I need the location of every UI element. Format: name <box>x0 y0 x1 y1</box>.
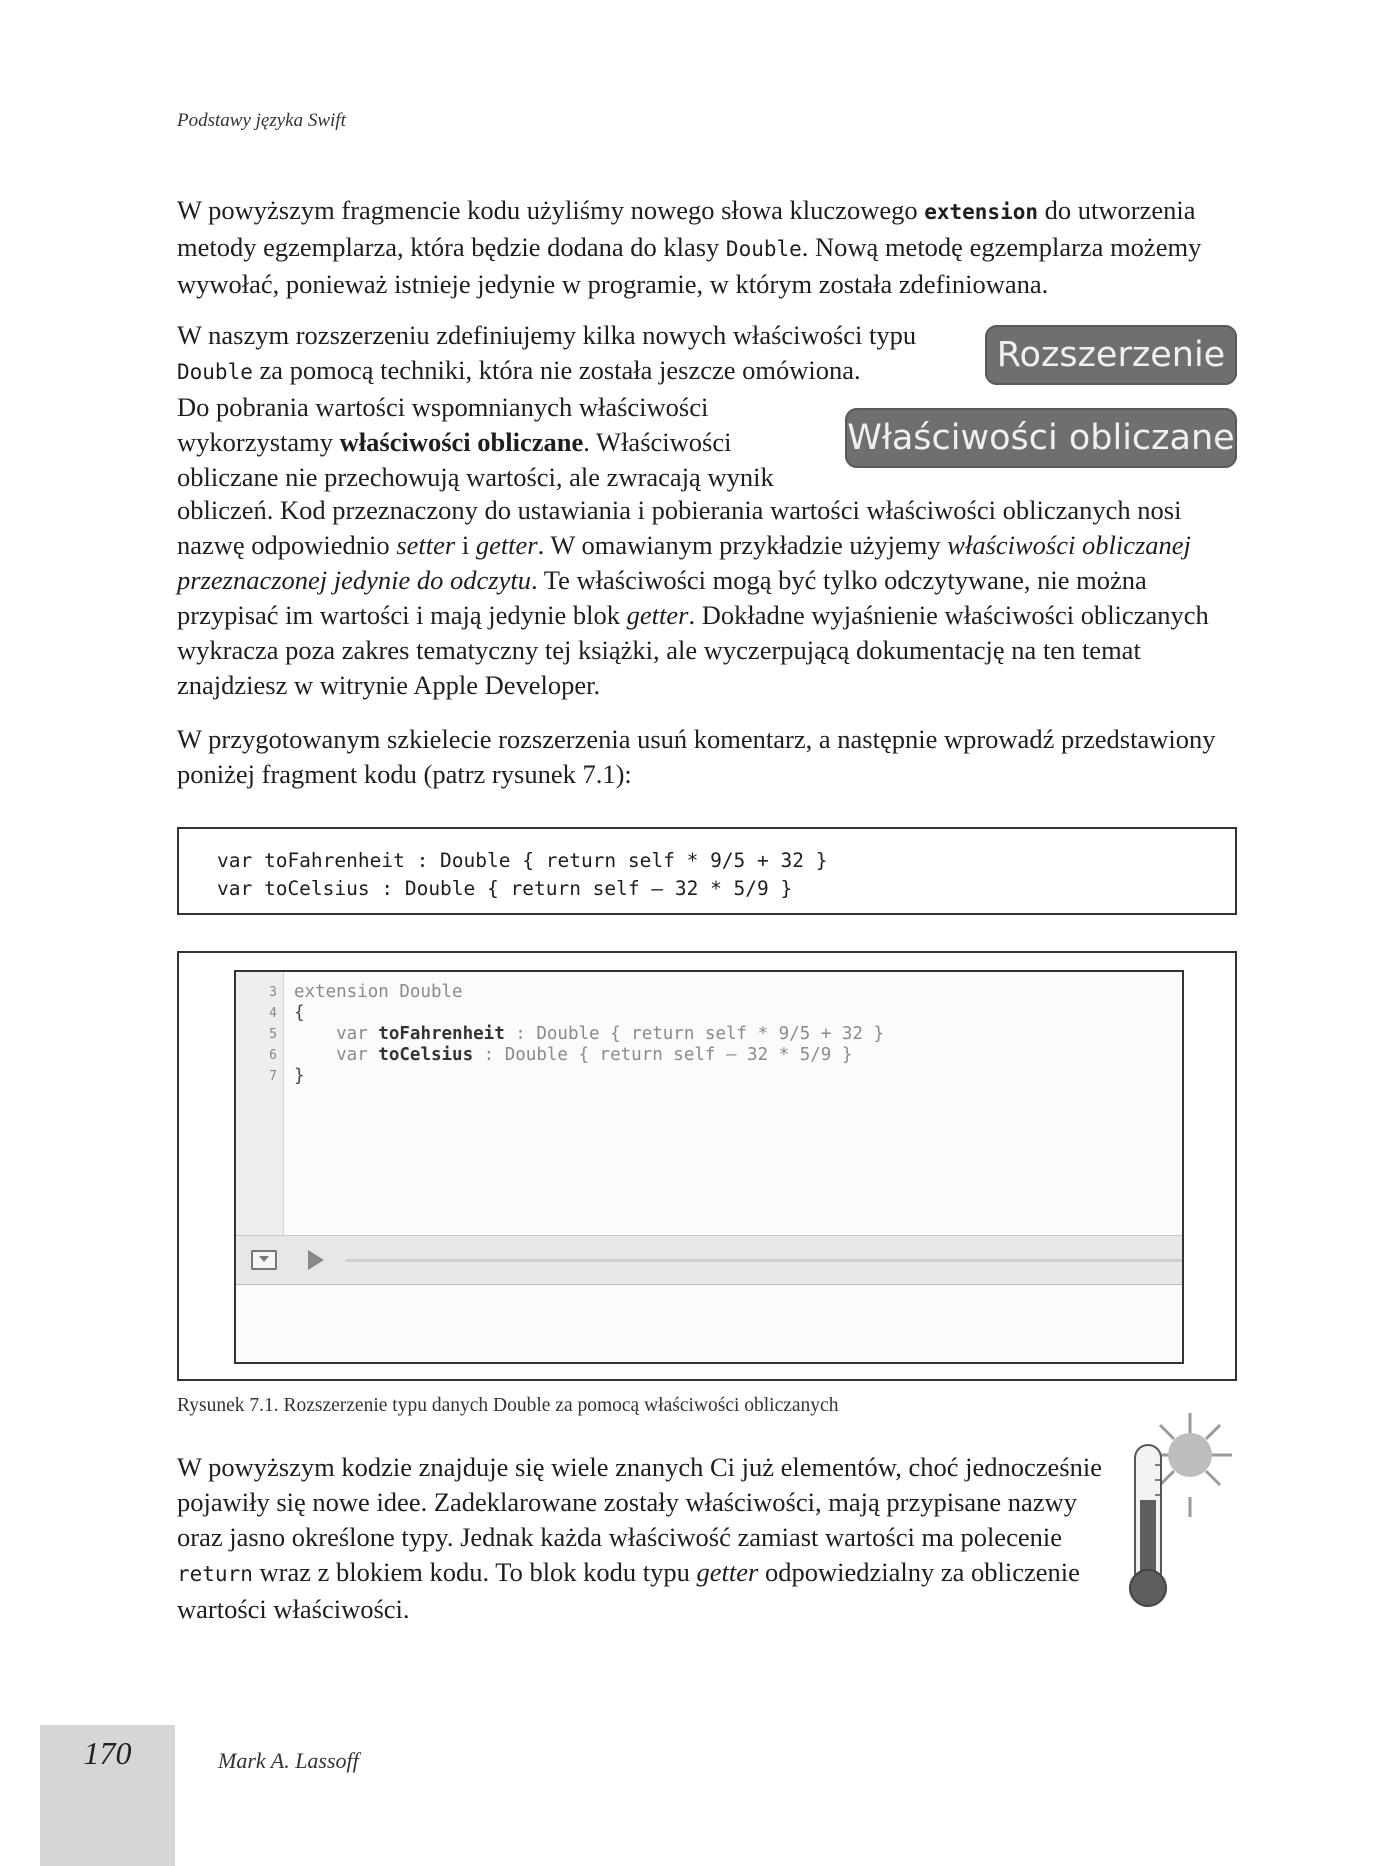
playground-editor <box>234 970 1184 1364</box>
bold-term-computed-properties: właściwości obliczane <box>339 427 584 457</box>
figure-caption: Rysunek 7.1. Rozszerzenie typu danych Double za pomocą właściwości obliczanych <box>177 1395 839 1416</box>
figure-7-1 <box>177 951 1237 1381</box>
code-keyword-return: return <box>177 1562 253 1586</box>
line-number: 5 <box>269 1027 277 1042</box>
margin-tag-extension: Rozszerzenie <box>985 325 1237 385</box>
line-number: 6 <box>269 1048 277 1063</box>
paragraph-getter-explanation: W powyższym kodzie znajduje się wiele znanych Ci już elementów, choć jednocześnie pojawiły się nowe idee. Zadeklarowane zostały właściwości, mają przypisane nazwy oraz jasno określone typy. Jednak każda właściwość zamiast wartości ma polecenie return wraz z blokiem kodu. To blok kodu typu getter odpowiedzialny za obliczenie wartości właściwości. <box>177 1452 1102 1624</box>
running-header: Podstawy języka Swift <box>177 110 346 131</box>
paragraph-extension-intro: W powyższym fragmencie kodu użyliśmy nowego słowa kluczowego extension do utworzenia metody egzemplarza, która będzie dodana do klasy Double. Nową metodę egzemplarza możemy wywołać, ponieważ istnieje jedynie w programie, w którym została zdefiniowana. <box>177 195 1202 299</box>
editor-code-line: { <box>294 1003 305 1023</box>
paragraph-computed-properties-bottom: obliczeń. Kod przeznaczony do ustawiania i pobierania wartości właściwości obliczanych nosi nazwę odpowiednio setter i getter. W omawianym przykładzie użyjemy właściwości obliczanej przeznaczonej jedynie do odczytu. Te właściwości mogą być tylko odczytywane, nie można przypisać im wartości i mają jedynie blok getter. Dokładne wyjaśnienie właściwości obliczanych wykracza poza zakres tematyczny tej książki, ale wyczerpującą dokumentację na ten temat znajdziesz w witrynie Apple Developer. <box>177 495 1209 700</box>
line-number-gutter <box>236 972 284 1235</box>
code-keyword-extension: extension <box>924 200 1039 224</box>
play-icon[interactable] <box>308 1250 324 1270</box>
console-toggle-icon[interactable] <box>251 1250 277 1270</box>
thermometer-sun-icon <box>1115 1405 1240 1615</box>
line-number: 4 <box>269 1006 277 1021</box>
debug-toolbar <box>236 1235 1182 1285</box>
editor-code-line: var toFahrenheit : Double { return self * 9/5 + 32 } <box>294 1024 885 1044</box>
code-listing <box>177 827 1237 915</box>
execution-progress-bar <box>346 1259 1182 1262</box>
margin-tag-computed-properties: Właściwości obliczane <box>845 408 1237 468</box>
code-type-double: Double <box>725 237 802 261</box>
line-number: 7 <box>269 1069 277 1084</box>
code-line-celsius: var toCelsius : Double { return self – 32 * 5/9 } <box>217 877 793 900</box>
paragraph-computed-properties-top: W naszym rozszerzeniu zdefiniujemy kilka nowych właściwości typu Double za pomocą techniki, która nie została jeszcze omówiona. Do pobrania wartości wspomnianych właściwości wykorzystamy właściwości obliczane. Właściwości obliczane nie przechowują wartości, ale zwracają wynik <box>177 320 917 492</box>
author-name: Mark A. Lassoff <box>218 1748 359 1773</box>
code-line-fahrenheit: var toFahrenheit : Double { return self * 9/5 + 32 } <box>217 849 828 872</box>
editor-code-line: } <box>294 1066 305 1086</box>
line-number: 3 <box>269 985 277 1000</box>
editor-code-line: extension Double <box>294 982 463 1002</box>
editor-code-line: var toCelsius : Double { return self – 32 * 5/9 } <box>294 1045 853 1065</box>
code-type-double: Double <box>177 360 253 384</box>
paragraph-instructions: W przygotowanym szkielecie rozszerzenia usuń komentarz, a następnie wprowadź przedstawiony poniżej fragment kodu (patrz rysunek 7.1): <box>177 724 1216 789</box>
page-number: 170 <box>83 1735 132 1771</box>
